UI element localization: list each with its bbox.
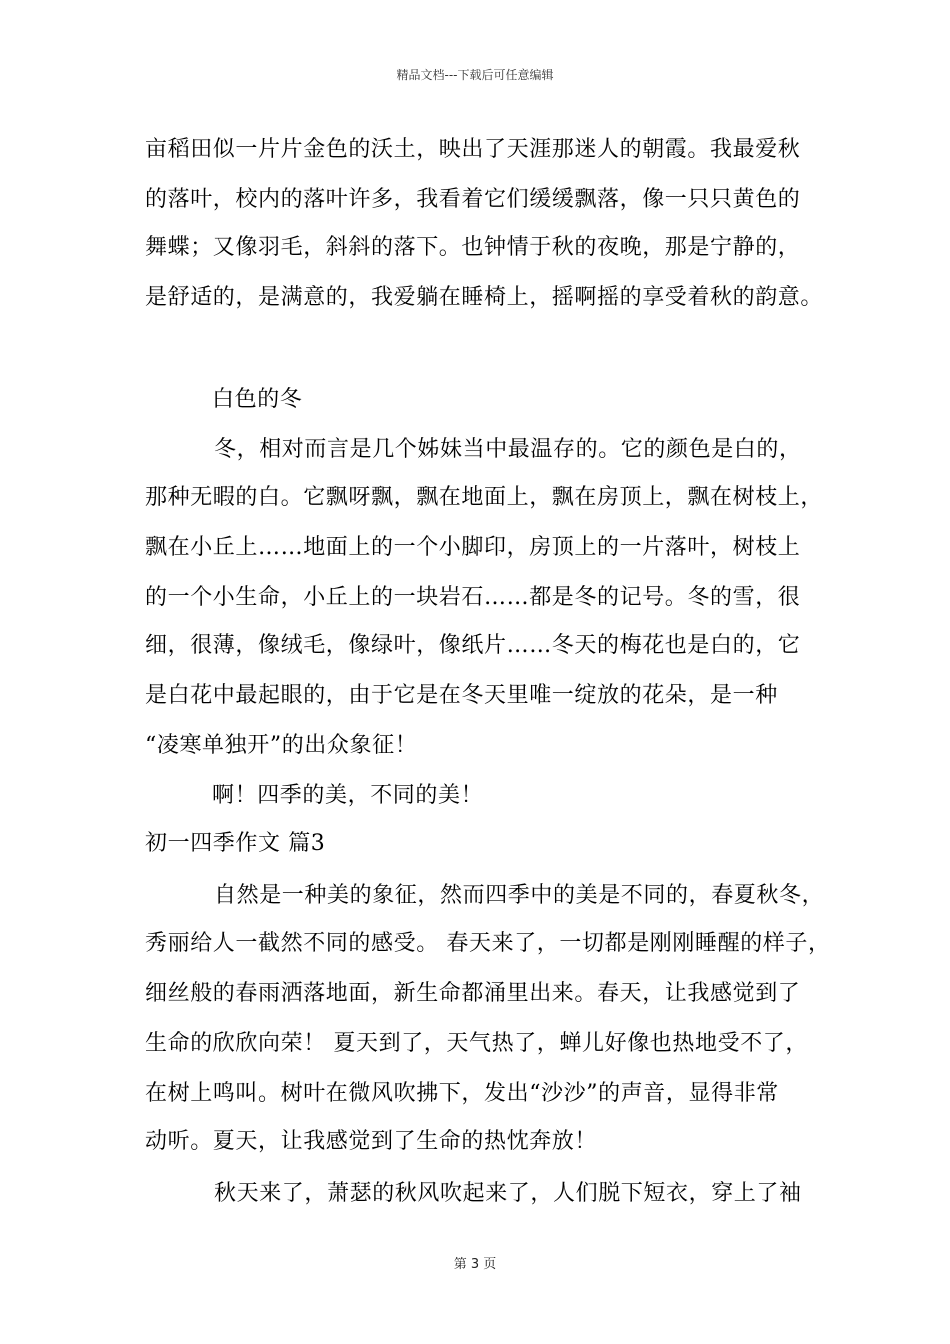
text-line: 的一个小生命，小丘上的一块岩石……都是冬的记号。冬的雪，很: [145, 585, 801, 610]
text-line: 的落叶，校内的落叶许多，我看着它们缓缓飘落，像一只只黄色的: [145, 187, 801, 212]
text-line: 秀丽给人一截然不同的感受。 春天来了，一切都是刚刚睡醒的样子，: [145, 931, 831, 956]
text-line: 自然是一种美的象征，然而四季中的美是不同的，春夏秋冬，: [214, 883, 825, 908]
text-line: 动听。夏天，让我感觉到了生命的热忱奔放！: [145, 1129, 598, 1154]
text-line: 细，很薄，像绒毛，像绿叶，像纸片……冬天的梅花也是白的，它: [145, 633, 801, 658]
text-line: 飘在小丘上……地面上的一个小脚印，房顶上的一片落叶，树枝上: [145, 535, 801, 560]
text-line: “凌寒单独开”的出众象征！: [145, 733, 418, 758]
text-line: 舞蝶；又像羽毛，斜斜的落下。也钟情于秋的夜晚，那是宁静的，: [145, 235, 801, 260]
article-title: 初一四季作文 篇3: [145, 831, 326, 856]
text-line: 冬，相对而言是几个姊妹当中最温存的。它的颜色是白的，: [214, 437, 802, 462]
text-line: 那种无暇的白。它飘呀飘，飘在地面上，飘在房顶上，飘在树枝上，: [145, 485, 824, 510]
text-line: 细丝般的春雨洒落地面，新生命都涌里出来。春天，让我感觉到了: [145, 981, 801, 1006]
text-line: 生命的欣欣向荣！ 夏天到了，天气热了，蝉儿好像也热地受不了，: [145, 1031, 808, 1056]
text-line: 秋天来了，萧瑟的秋风吹起来了，人们脱下短衣，穿上了袖: [214, 1181, 802, 1206]
text-line: 是白花中最起眼的，由于它是在冬天里唯一绽放的花朵，是一种: [145, 683, 778, 708]
section-heading: 白色的冬: [212, 387, 303, 412]
text-line: 在树上鸣叫。树叶在微风吹拂下，发出“沙沙”的声音，显得非常: [145, 1081, 779, 1106]
text-line: 亩稻田似一片片金色的沃土，映出了天涯那迷人的朝霞。我最爱秋: [145, 137, 801, 162]
page-header: 精品文档---下载后可任意编辑: [396, 68, 554, 82]
text-line: 是舒适的，是满意的，我爱躺在睡椅上，摇啊摇的享受着秋的韵意。: [145, 285, 824, 310]
text-line: 啊！四季的美，不同的美！: [212, 783, 484, 808]
page-number: 第 3 页: [453, 1257, 497, 1272]
